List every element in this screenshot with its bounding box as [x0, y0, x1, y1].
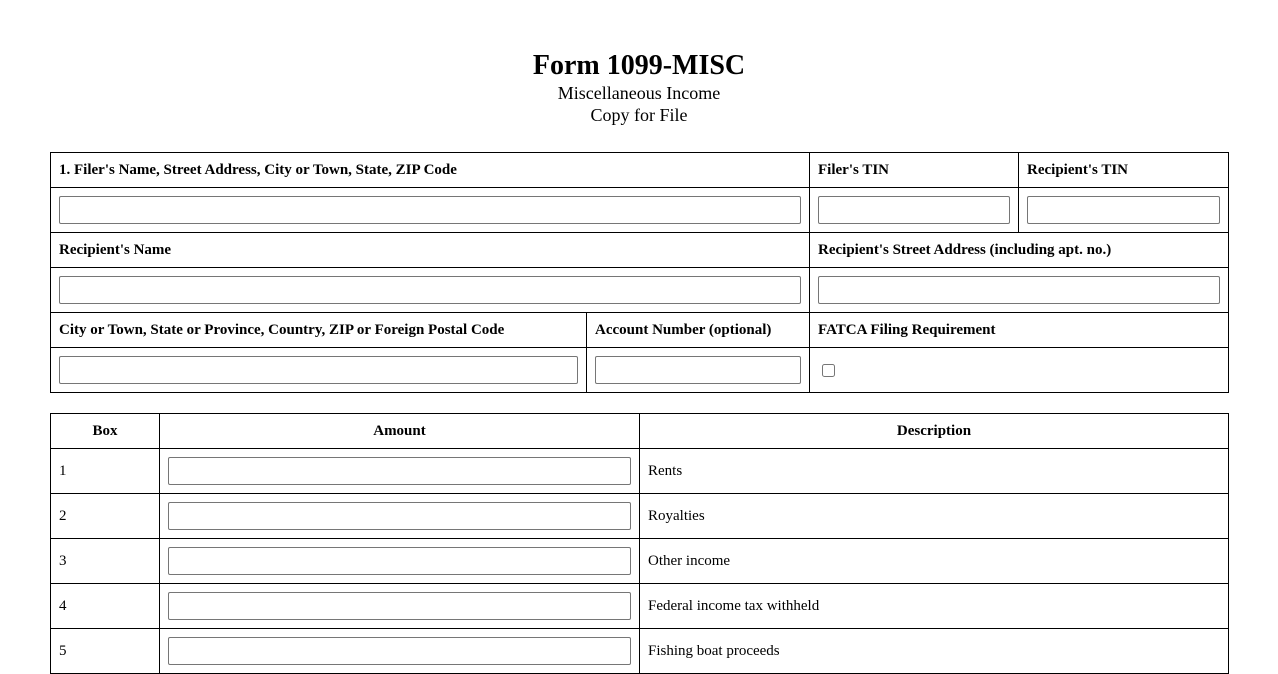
box-number: 1 — [51, 449, 160, 494]
fatca-label: FATCA Filing Requirement — [810, 313, 1229, 348]
filer-name-cell — [51, 188, 810, 233]
amount-input-box-4[interactable] — [168, 592, 631, 620]
recipient-name-label: Recipient's Name — [51, 233, 810, 268]
recipient-tin-label: Recipient's TIN — [1019, 153, 1229, 188]
filer-tin-input[interactable] — [818, 196, 1010, 224]
filer-name-label: 1. Filer's Name, Street Address, City or Town, State, ZIP Code — [51, 153, 810, 188]
filer-input-row — [51, 188, 1229, 233]
box-description: Federal income tax withheld — [640, 584, 1229, 629]
boxes-header-row — [51, 414, 1229, 449]
amount-cell — [160, 449, 640, 494]
box-description: Fishing boat proceeds — [640, 629, 1229, 674]
filer-label-row — [51, 153, 1229, 188]
filer-tin-label: Filer's TIN — [810, 153, 1019, 188]
amount-input-box-3[interactable] — [168, 547, 631, 575]
account-number-label: Account Number (optional) — [587, 313, 810, 348]
box-number: 3 — [51, 539, 160, 584]
recipient-address-cell — [810, 268, 1229, 313]
fatca-checkbox[interactable] — [822, 364, 835, 377]
city-input[interactable] — [59, 356, 578, 384]
table-row — [51, 539, 1229, 584]
box-number: 5 — [51, 629, 160, 674]
payer-recipient-info-table — [50, 152, 1229, 393]
form-subtitle: Miscellaneous Income — [557, 83, 721, 103]
box-description: Other income — [640, 539, 1229, 584]
box-column-header: Box — [51, 414, 160, 449]
table-row — [51, 629, 1229, 674]
box-description: Royalties — [640, 494, 1229, 539]
table-row — [51, 449, 1229, 494]
amount-input-box-5[interactable] — [168, 637, 631, 665]
form-title: Form 1099-MISC — [532, 50, 746, 81]
amount-cell — [160, 629, 640, 674]
city-label-row — [51, 313, 1229, 348]
recipient-tin-cell — [1019, 188, 1229, 233]
amount-input-box-2[interactable] — [168, 502, 631, 530]
description-column-header: Description — [640, 414, 1229, 449]
box-number: 4 — [51, 584, 160, 629]
box-description: Rents — [640, 449, 1229, 494]
recipient-name-input[interactable] — [59, 276, 801, 304]
recipient-input-row — [51, 268, 1229, 313]
form-header — [0, 50, 1278, 126]
filer-tin-cell — [810, 188, 1019, 233]
city-cell — [51, 348, 587, 393]
income-boxes-table — [50, 413, 1229, 674]
recipient-tin-input[interactable] — [1027, 196, 1220, 224]
amount-cell — [160, 494, 640, 539]
recipient-name-cell — [51, 268, 810, 313]
recipient-address-input[interactable] — [818, 276, 1220, 304]
recipient-address-label: Recipient's Street Address (including apt. no.) — [810, 233, 1229, 268]
amount-cell — [160, 584, 640, 629]
table-row — [51, 494, 1229, 539]
form-copy-label: Copy for File — [590, 105, 688, 125]
amount-column-header: Amount — [160, 414, 640, 449]
fatca-cell — [810, 348, 1229, 393]
recipient-label-row — [51, 233, 1229, 268]
box-number: 2 — [51, 494, 160, 539]
filer-name-input[interactable] — [59, 196, 801, 224]
account-number-cell — [587, 348, 810, 393]
city-input-row — [51, 348, 1229, 393]
amount-input-box-1[interactable] — [168, 457, 631, 485]
table-row — [51, 584, 1229, 629]
amount-cell — [160, 539, 640, 584]
city-label: City or Town, State or Province, Country, ZIP or Foreign Postal Code — [51, 313, 587, 348]
account-number-input[interactable] — [595, 356, 801, 384]
